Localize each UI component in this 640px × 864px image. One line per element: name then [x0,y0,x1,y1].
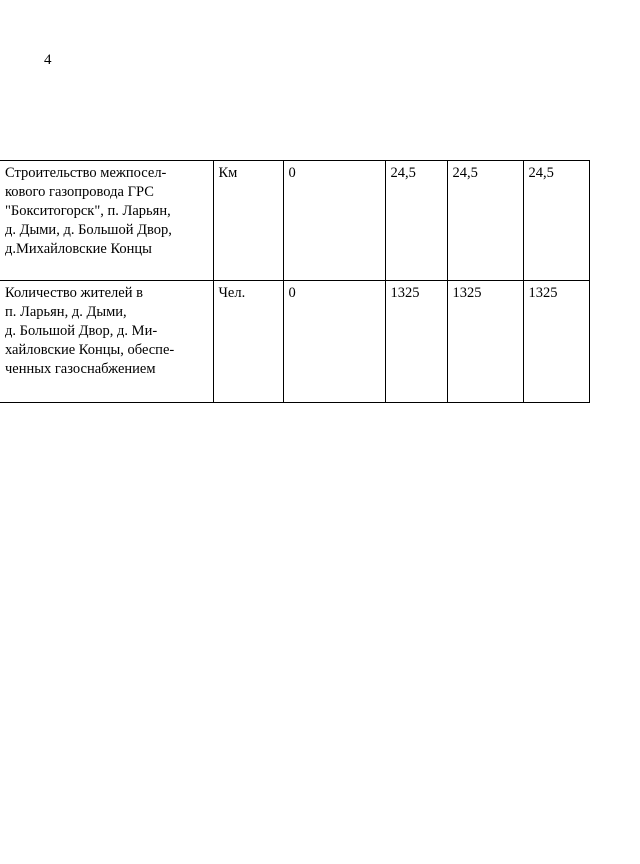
indicator-line: ченных газоснабжением [5,361,156,377]
table-row [0,281,589,403]
indicator-line: "Бокситогорск", п. Ларьян, [5,203,171,219]
value-cell: 1325 [447,281,523,403]
indicator-cell [0,281,213,403]
data-table [0,160,590,403]
indicator-line: д. Большой Двор, д. Ми- [5,323,158,339]
value-cell: 24,5 [523,161,589,281]
value-cell: 0 [283,281,385,403]
value-cell: 1325 [523,281,589,403]
indicator-line: д.Михайловские Концы [5,241,152,257]
value-cell: 0 [283,161,385,281]
indicator-line: Строительство межпосел- [5,165,167,181]
value-cell: 24,5 [385,161,447,281]
indicator-line: Количество жителей в [5,285,143,301]
indicator-line: хайловские Концы, обеспе- [5,342,175,358]
unit-cell: Чел. [213,281,283,403]
page-number: 4 [44,52,52,68]
value-cell: 24,5 [447,161,523,281]
indicator-line: кового газопровода ГРС [5,184,154,200]
value-cell: 1325 [385,281,447,403]
table-row [0,161,589,281]
indicator-line: д. Дыми, д. Большой Двор, [5,222,172,238]
indicator-line: п. Ларьян, д. Дыми, [5,304,127,320]
unit-cell: Км [213,161,283,281]
indicator-cell [0,161,213,281]
